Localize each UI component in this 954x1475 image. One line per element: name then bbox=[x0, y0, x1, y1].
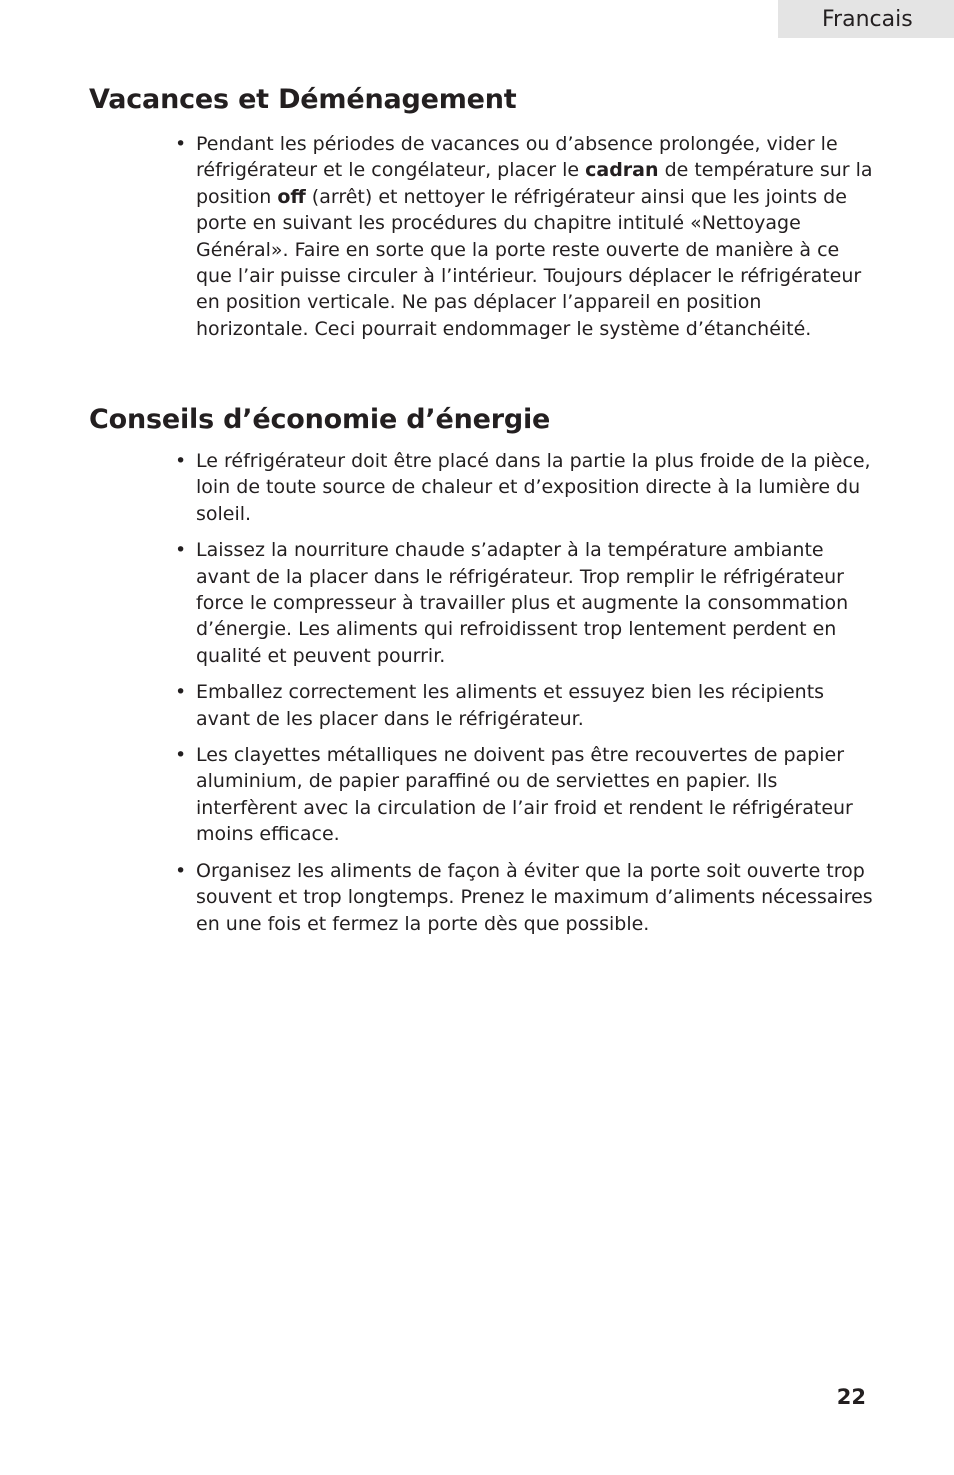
list-item bbox=[175, 131, 875, 342]
page-number: 22 bbox=[836, 1385, 866, 1409]
language-tab: Francais bbox=[778, 0, 954, 38]
bullet-text: Pendant les périodes de vacances ou d’absence prolongée, vider le réfrigérateur et le congélateur, placer le bbox=[196, 133, 838, 182]
bullet-icon: • bbox=[175, 744, 187, 767]
bullet-text: de température sur la position bbox=[196, 159, 873, 208]
bullet-icon: • bbox=[175, 450, 187, 472]
bullet-icon: • bbox=[175, 681, 187, 704]
vacances-bullet-list bbox=[175, 131, 875, 352]
list-item bbox=[175, 448, 875, 527]
bullet-icon: • bbox=[175, 859, 187, 882]
bold-term-off: off bbox=[277, 185, 306, 208]
list-item bbox=[175, 537, 875, 669]
bullet-text: Organisez les aliments de façon à éviter que la porte soit ouverte trop souvent et trop longtemps. Prenez le maximum d’aliments nécessaires en une fois et fermez la porte dès que possible. bbox=[196, 859, 873, 935]
bullet-text: Les clayettes métalliques ne doivent pas être recouvertes de papier aluminium, de papier paraffiné ou de serviettes en papier. Ils interfèrent avec la circulation de l’air froid et rendent le réfrigérateur moins efficace. bbox=[196, 744, 853, 846]
bullet-text: (arrêt) et nettoyer le réfrigérateur ainsi que les joints de porte en suivant les procédures du chapitre intitulé «Nettoyage Général». Faire en sorte que la porte reste ouverte de manière à ce que l’air puisse circuler à l’intérieur. Toujours déplacer le réfrigérateur en position verticale. Ne pas déplacer l’appareil en position horizontale. Ceci pourrait endommager le système d’étanchéité. bbox=[196, 185, 862, 340]
bullet-icon: • bbox=[175, 539, 187, 562]
bold-term-cadran: cadran bbox=[585, 159, 659, 182]
list-item bbox=[175, 858, 875, 937]
list-item bbox=[175, 742, 875, 848]
bullet-text: Emballez correctement les aliments et essuyez bien les récipients avant de les placer dans le réfrigérateur. bbox=[196, 681, 825, 730]
bullet-icon: • bbox=[175, 133, 187, 155]
list-item bbox=[175, 679, 875, 732]
section-title-vacances: Vacances et Déménagement bbox=[89, 84, 517, 115]
section-title-energie: Conseils d’économie d’énergie bbox=[89, 404, 551, 435]
bullet-text: Le réfrigérateur doit être placé dans la partie la plus froide de la pièce, loin de toute source de chaleur et d’exposition directe à la lumière du soleil. bbox=[196, 450, 871, 525]
energie-bullet-list bbox=[175, 448, 875, 947]
bullet-text: Laissez la nourriture chaude s’adapter à la température ambiante avant de la placer dans le réfrigérateur. Trop remplir le réfrigérateur force le compresseur à travailler plus et augmente la consommation d’énergie. Les aliments qui refroidissent trop lentement perdent en qualité et peuvent pourrir. bbox=[196, 539, 849, 667]
